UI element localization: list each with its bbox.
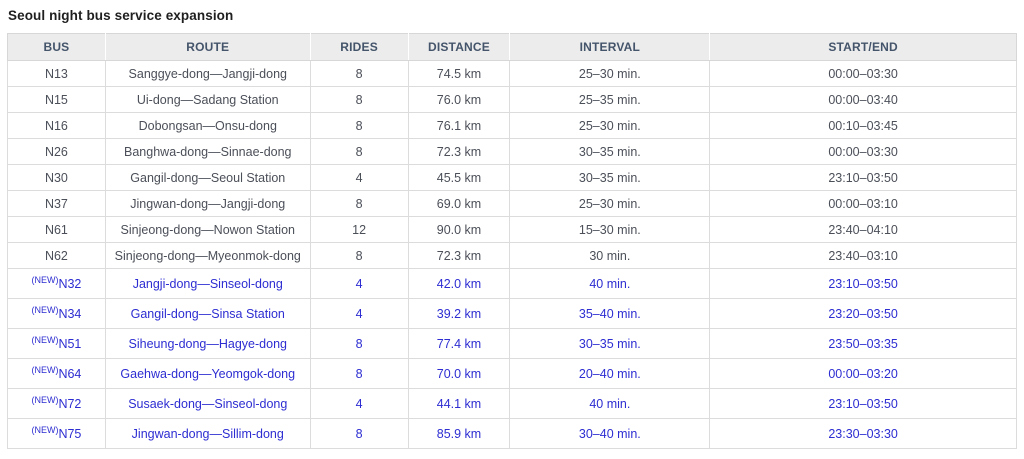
cell-rides: 4 — [310, 165, 408, 191]
cell-distance: 45.5 km — [408, 165, 510, 191]
cell-distance: 72.3 km — [408, 139, 510, 165]
table-row — [8, 191, 1017, 217]
table-row — [8, 243, 1017, 269]
cell-start-end: 23:10–03:50 — [710, 165, 1017, 191]
cell-bus: $^{(NEW)}$N32 — [8, 269, 106, 299]
night-bus-table — [7, 33, 1017, 449]
cell-bus: N62 — [8, 243, 106, 269]
cell-route: Sinjeong-dong—Myeonmok-dong — [105, 243, 310, 269]
cell-distance: 74.5 km — [408, 61, 510, 87]
cell-route: Gangil-dong—Seoul Station — [105, 165, 310, 191]
cell-rides: 8 — [310, 359, 408, 389]
cell-start-end: 23:40–04:10 — [710, 217, 1017, 243]
cell-bus: $^{(NEW)}$N72 — [8, 389, 106, 419]
cell-bus: N61 — [8, 217, 106, 243]
cell-interval: 30–35 min. — [510, 329, 710, 359]
cell-start-end: 00:00–03:30 — [710, 139, 1017, 165]
cell-route: Gaehwa-dong—Yeomgok-dong — [105, 359, 310, 389]
cell-distance: 77.4 km — [408, 329, 510, 359]
new-badge: (NEW) — [31, 394, 59, 405]
column-header-rides: RIDES — [310, 34, 408, 61]
cell-bus: $^{(NEW)}$N75 — [8, 419, 106, 449]
cell-interval: 30–40 min. — [510, 419, 710, 449]
cell-interval: 25–30 min. — [510, 191, 710, 217]
cell-start-end: 00:10–03:45 — [710, 113, 1017, 139]
cell-distance: 72.3 km — [408, 243, 510, 269]
cell-interval: 40 min. — [510, 269, 710, 299]
cell-bus: N15 — [8, 87, 106, 113]
cell-rides: 8 — [310, 191, 408, 217]
table-body — [8, 61, 1017, 449]
cell-interval: 15–30 min. — [510, 217, 710, 243]
cell-route: Susaek-dong—Sinseol-dong — [105, 389, 310, 419]
cell-bus: N16 — [8, 113, 106, 139]
cell-interval: 30–35 min. — [510, 139, 710, 165]
cell-start-end: 00:00–03:10 — [710, 191, 1017, 217]
cell-route: Dobongsan—Onsu-dong — [105, 113, 310, 139]
cell-distance: 90.0 km — [408, 217, 510, 243]
table-row — [8, 61, 1017, 87]
cell-start-end: 23:50–03:35 — [710, 329, 1017, 359]
cell-distance: 76.1 km — [408, 113, 510, 139]
cell-start-end: 23:40–03:10 — [710, 243, 1017, 269]
cell-distance: 69.0 km — [408, 191, 510, 217]
new-badge: (NEW) — [31, 304, 59, 315]
page-title: Seoul night bus service expansion — [8, 8, 234, 23]
cell-rides: 4 — [310, 389, 408, 419]
cell-route: Banghwa-dong—Sinnae-dong — [105, 139, 310, 165]
cell-rides: 4 — [310, 299, 408, 329]
new-badge: (NEW) — [31, 364, 59, 375]
table-row — [8, 139, 1017, 165]
cell-rides: 8 — [310, 329, 408, 359]
cell-route: Jangji-dong—Sinseol-dong — [105, 269, 310, 299]
table-row-new — [8, 359, 1017, 389]
cell-rides: 12 — [310, 217, 408, 243]
cell-bus: N37 — [8, 191, 106, 217]
cell-interval: 25–30 min. — [510, 113, 710, 139]
cell-rides: 8 — [310, 243, 408, 269]
cell-interval: 25–30 min. — [510, 61, 710, 87]
cell-route: Jingwan-dong—Jangji-dong — [105, 191, 310, 217]
cell-interval: 25–35 min. — [510, 87, 710, 113]
cell-route: Jingwan-dong—Sillim-dong — [105, 419, 310, 449]
cell-bus: $^{(NEW)}$N64 — [8, 359, 106, 389]
cell-start-end: 00:00–03:40 — [710, 87, 1017, 113]
cell-bus: N26 — [8, 139, 106, 165]
table-header — [8, 34, 1017, 61]
cell-distance: 42.0 km — [408, 269, 510, 299]
cell-start-end: 23:10–03:50 — [710, 389, 1017, 419]
table-row — [8, 113, 1017, 139]
cell-distance: 76.0 km — [408, 87, 510, 113]
cell-bus: $^{(NEW)}$N51 — [8, 329, 106, 359]
cell-rides: 8 — [310, 61, 408, 87]
cell-start-end: 23:20–03:50 — [710, 299, 1017, 329]
cell-rides: 8 — [310, 87, 408, 113]
cell-distance: 39.2 km — [408, 299, 510, 329]
column-header-route: ROUTE — [105, 34, 310, 61]
table-row-new — [8, 329, 1017, 359]
table-row — [8, 217, 1017, 243]
cell-bus: $^{(NEW)}$N34 — [8, 299, 106, 329]
cell-start-end: 00:00–03:20 — [710, 359, 1017, 389]
cell-rides: 8 — [310, 113, 408, 139]
cell-route: Sanggye-dong—Jangji-dong — [105, 61, 310, 87]
cell-distance: 44.1 km — [408, 389, 510, 419]
table-row-new — [8, 269, 1017, 299]
cell-distance: 70.0 km — [408, 359, 510, 389]
new-badge: (NEW) — [31, 274, 59, 285]
new-badge: (NEW) — [31, 424, 59, 435]
new-badge: (NEW) — [31, 334, 59, 345]
cell-rides: 8 — [310, 419, 408, 449]
column-header-distance: DISTANCE — [408, 34, 510, 61]
cell-start-end: 23:30–03:30 — [710, 419, 1017, 449]
cell-start-end: 00:00–03:30 — [710, 61, 1017, 87]
cell-interval: 35–40 min. — [510, 299, 710, 329]
cell-rides: 4 — [310, 269, 408, 299]
cell-route: Ui-dong—Sadang Station — [105, 87, 310, 113]
column-header-bus: BUS — [8, 34, 106, 61]
cell-interval: 40 min. — [510, 389, 710, 419]
column-header-interval: INTERVAL — [510, 34, 710, 61]
table-row-new — [8, 389, 1017, 419]
table-row-new — [8, 299, 1017, 329]
cell-route: Gangil-dong—Sinsa Station — [105, 299, 310, 329]
cell-interval: 30–35 min. — [510, 165, 710, 191]
cell-bus: N30 — [8, 165, 106, 191]
cell-start-end: 23:10–03:50 — [710, 269, 1017, 299]
cell-distance: 85.9 km — [408, 419, 510, 449]
cell-route: Siheung-dong—Hagye-dong — [105, 329, 310, 359]
table-row-new — [8, 419, 1017, 449]
table-row — [8, 87, 1017, 113]
cell-route: Sinjeong-dong—Nowon Station — [105, 217, 310, 243]
cell-interval: 30 min. — [510, 243, 710, 269]
table-row — [8, 165, 1017, 191]
cell-bus: N13 — [8, 61, 106, 87]
column-header-start-end: START/END — [710, 34, 1017, 61]
cell-rides: 8 — [310, 139, 408, 165]
cell-interval: 20–40 min. — [510, 359, 710, 389]
header-row — [8, 34, 1017, 61]
